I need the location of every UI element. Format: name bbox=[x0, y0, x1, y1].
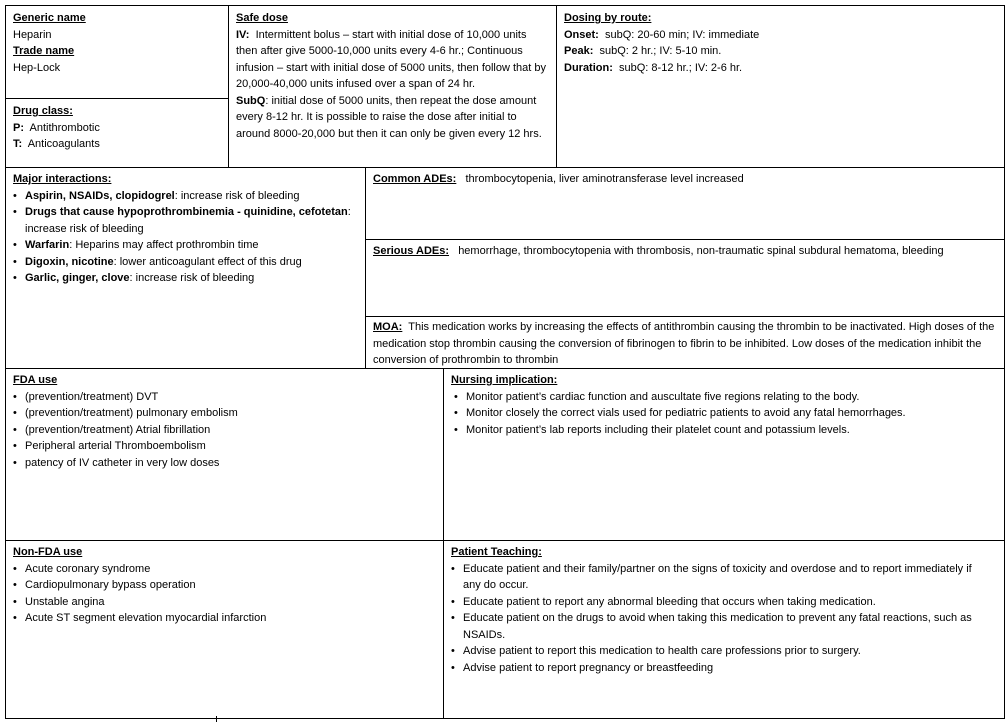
moa-label: MOA: bbox=[373, 321, 403, 333]
trade-name-value: Hep-Lock bbox=[13, 61, 61, 74]
serious-ades: Serious ADEs: hemorrhage, thrombocytopenia with thrombosis, non-traumatic spinal subdural hematoma, bleeding bbox=[373, 245, 944, 257]
list-item: • Monitor patient’s lab reports including their platelet count and potassium levels. bbox=[451, 422, 1000, 439]
patient-teaching-list bbox=[451, 561, 974, 677]
safe-dose-cell bbox=[228, 5, 557, 168]
list-item: • (prevention/treatment) DVT bbox=[13, 389, 440, 406]
non-fda-use-list bbox=[13, 561, 440, 627]
non-fda-use-cell bbox=[5, 540, 444, 719]
list-item: • Educate patient on the drugs to avoid when taking this medication to prevent any fatal reactions, such as NSAIDs. bbox=[451, 610, 974, 643]
onset-row: Onset: subQ: 20-60 min; IV: immediate bbox=[564, 28, 760, 41]
serious-ades-label: Serious ADEs: bbox=[373, 245, 450, 257]
list-item: • Monitor patient’s cardiac function and auscultate five regions relating to the body. bbox=[451, 389, 1000, 406]
non-fda-use-label: Non-FDA use bbox=[13, 546, 83, 558]
drug-class-cell bbox=[5, 98, 229, 168]
fda-use-label: FDA use bbox=[13, 374, 58, 386]
generic-name-value: Heparin bbox=[13, 28, 52, 41]
pharmacologic-class: P: Antithrombotic bbox=[13, 121, 100, 134]
iv-dose: IV: Intermittent bolus – start with initial dose of 10,000 units then after give 5000-10,000 units every 4-6 hr.; Continuous infusion – start with initial dose of 5000 units, then follow that by 20,000-40,000 units infused over a span of 24 hr. bbox=[236, 28, 547, 90]
common-ades-cell bbox=[365, 167, 1005, 240]
duration-row: Duration: subQ: 8-12 hr.; IV: 2-6 hr. bbox=[564, 61, 743, 74]
moa-cell bbox=[365, 316, 1005, 369]
dosing-route-label: Dosing by route: bbox=[564, 12, 652, 24]
page-edge-mark bbox=[216, 716, 217, 722]
major-interactions-cell bbox=[5, 167, 366, 369]
list-item: • Peripheral arterial Thromboembolism bbox=[13, 438, 440, 455]
peak-row: Peak: subQ: 2 hr.; IV: 5-10 min. bbox=[564, 45, 722, 57]
list-item: • Acute coronary syndrome bbox=[13, 561, 440, 578]
list-item: • Educate patient and their family/partner on the signs of toxicity and overdose and to report immediately if any do occur. bbox=[451, 561, 974, 594]
therapeutic-class: T: Anticoagulants bbox=[13, 138, 100, 150]
common-ades: Common ADEs: thrombocytopenia, liver aminotransferase level increased bbox=[373, 173, 744, 185]
serious-ades-cell bbox=[365, 239, 1005, 317]
list-item: • Educate patient to report any abnormal bleeding that occurs when taking medication. bbox=[451, 594, 974, 611]
drug-class-label: Drug class: bbox=[13, 105, 73, 117]
list-item: • Cardiopulmonary bypass operation bbox=[13, 577, 440, 594]
list-item: • Aspirin, NSAIDs, clopidogrel: increase risk of bleeding bbox=[13, 188, 362, 205]
list-item: • patency of IV catheter in very low doses bbox=[13, 455, 440, 472]
list-item: • Advise patient to report this medication to health care professions prior to surgery. bbox=[451, 643, 974, 660]
trade-name-label: Trade name bbox=[13, 45, 75, 57]
safe-dose-label: Safe dose bbox=[236, 12, 288, 24]
nursing-implication-cell bbox=[443, 368, 1005, 541]
list-item: • (prevention/treatment) Atrial fibrillation bbox=[13, 422, 440, 439]
patient-teaching-cell bbox=[443, 540, 1005, 719]
list-item: • Advise patient to report pregnancy or breastfeeding bbox=[451, 660, 974, 677]
list-item: • Unstable angina bbox=[13, 594, 440, 611]
fda-use-cell bbox=[5, 368, 444, 541]
list-item: • (prevention/treatment) pulmonary embolism bbox=[13, 405, 440, 422]
major-interactions-label: Major interactions: bbox=[13, 173, 112, 185]
list-item: • Garlic, ginger, clove: increase risk of bleeding bbox=[13, 270, 362, 287]
drug-name-cell bbox=[5, 5, 229, 99]
major-interactions-list bbox=[13, 188, 362, 287]
nursing-implication-label: Nursing implication: bbox=[451, 374, 558, 386]
subq-dose: SubQ: initial dose of 5000 units, then repeat the dose amount every 8-12 hr. It is possible to raise the dose after initial to around 8000-20,000 but then it can only be given every 12 hrs. bbox=[236, 94, 542, 140]
moa: MOA: This medication works by increasing the effects of antithrombin causing the thrombin to be inactivated. High doses of the medication stop thrombin causing the conversion of fibrinogen to fibrin to be inhibited. Low doses of the medication inhibit the conversion of prothrombin to thrombin bbox=[373, 321, 995, 366]
list-item: • Digoxin, nicotine: lower anticoagulant effect of this drug bbox=[13, 254, 362, 271]
patient-teaching-label: Patient Teaching: bbox=[451, 546, 542, 558]
fda-use-list bbox=[13, 389, 440, 472]
list-item: • Acute ST segment elevation myocardial infarction bbox=[13, 610, 440, 627]
nursing-implication-list bbox=[451, 389, 1000, 439]
common-ades-label: Common ADEs: bbox=[373, 173, 457, 185]
dosing-route-cell bbox=[556, 5, 1005, 168]
list-item: • Drugs that cause hypoprothrombinemia - quinidine, cefotetan: increase risk of bleeding bbox=[13, 204, 362, 237]
list-item: • Monitor closely the correct vials used for pediatric patients to avoid any fatal hemorrhages. bbox=[451, 405, 1000, 422]
list-item: • Warfarin: Heparins may affect prothrombin time bbox=[13, 237, 362, 254]
generic-name-label: Generic name bbox=[13, 12, 86, 24]
